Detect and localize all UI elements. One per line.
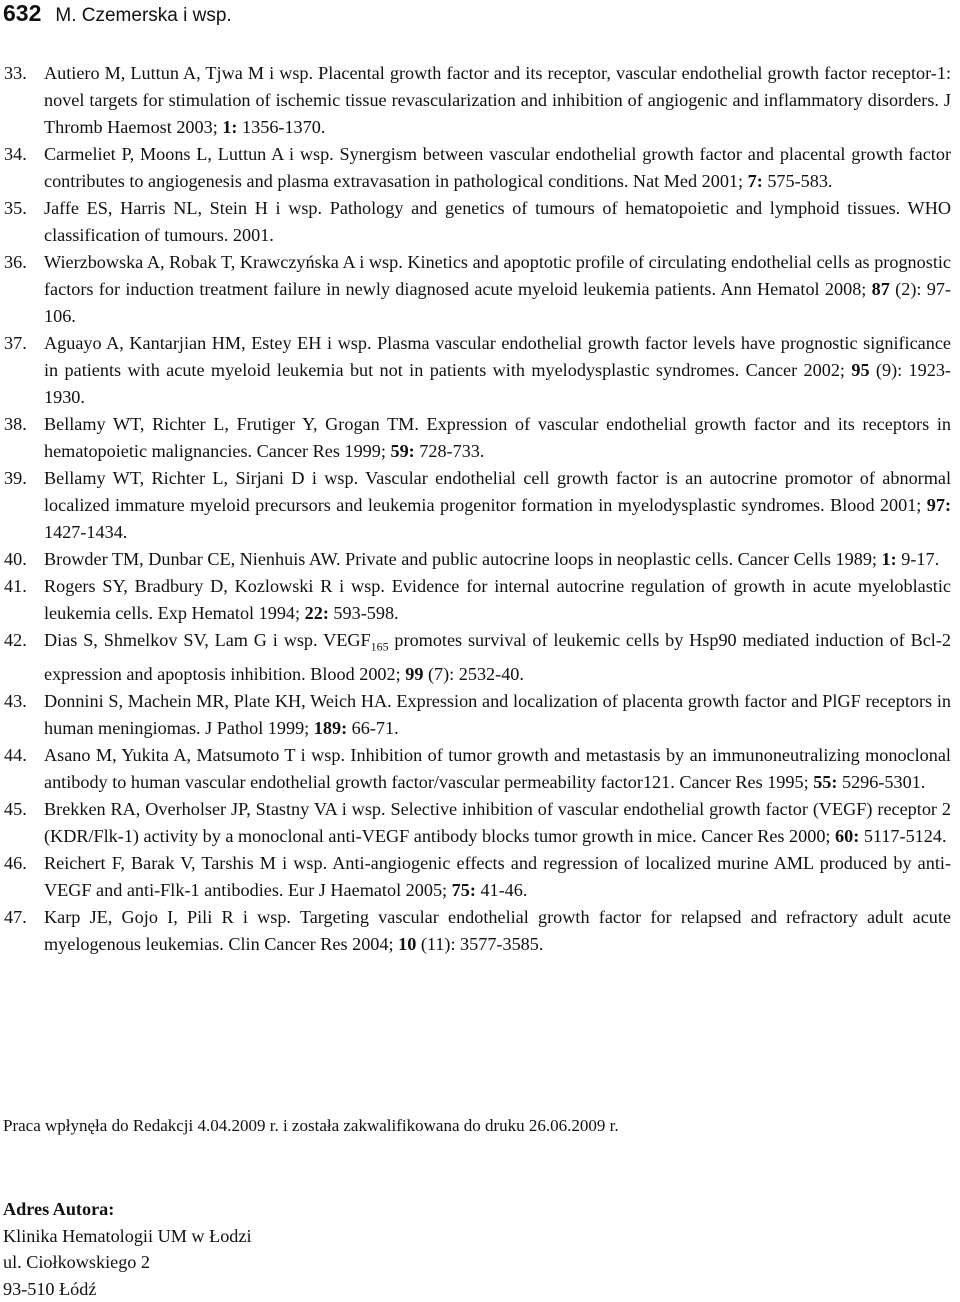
reference-citation: Rogers SY, Bradbury D, Kozlowski R i wsp. Evidence for internal autocrine regulation of growth in acute myeloblastic leukemia cells. Exp Hematol 1994; xyxy=(44,576,951,623)
reference-citation: Aguayo A, Kantarjian HM, Estey EH i wsp. Plasma vascular endothelial growth factor levels have prognostic significance in patients with acute myeloid leukemia but not in patients with myelodysplastic syndromes. Cancer 2002; xyxy=(44,333,951,380)
reference-text xyxy=(44,850,951,904)
reference-number: 47. xyxy=(0,904,44,958)
reference-item xyxy=(0,796,951,850)
reference-pages: (2): 97-106. xyxy=(44,279,951,326)
reference-citation: Bellamy WT, Richter L, Sirjani D i wsp. Vascular endothelial cell growth factor is an autocrine promotor of abnormal localized immature myeloid precursors and leukemia progenitor formation in myelodysplastic syndromes. Blood 2001; xyxy=(44,468,951,515)
reference-number: 42. xyxy=(0,627,44,688)
reference-pages: 66-71. xyxy=(347,718,399,738)
reference-text xyxy=(44,627,951,688)
reference-pages: (11): 3577-3585. xyxy=(416,934,543,954)
reference-volume: 7: xyxy=(748,171,763,191)
reference-text xyxy=(44,465,951,546)
reference-volume: 99 xyxy=(405,664,423,684)
reference-pages: 9-17. xyxy=(897,549,939,569)
reference-citation: Dias S, Shmelkov SV, Lam G i wsp. VEGF xyxy=(44,630,371,650)
reference-volume: 189: xyxy=(314,718,347,738)
address-line: Klinika Hematologii UM w Łodzi xyxy=(3,1223,252,1250)
reference-volume: 97: xyxy=(927,495,951,515)
reference-citation: Donnini S, Machein MR, Plate KH, Weich HA. Expression and localization of placenta growth factor and PlGF receptors in human meningiomas. J Pathol 1999; xyxy=(44,691,951,738)
reference-number: 36. xyxy=(0,249,44,330)
reference-citation: Browder TM, Dunbar CE, Nienhuis AW. Private and public autocrine loops in neoplastic cells. Cancer Cells 1989; xyxy=(44,549,882,569)
reference-number: 43. xyxy=(0,688,44,742)
reference-text xyxy=(44,141,951,195)
reference-pages: 593-598. xyxy=(329,603,399,623)
reference-item xyxy=(0,688,951,742)
subscript: 165 xyxy=(371,640,389,654)
reference-citation: Jaffe ES, Harris NL, Stein H i wsp. Pathology and genetics of tumours of hematopoietic and lymphoid tissues. WHO classification of tumours. 2001. xyxy=(44,198,951,245)
reference-item xyxy=(0,330,951,411)
reference-item xyxy=(0,546,951,573)
address-line: ul. Ciołkowskiego 2 xyxy=(3,1249,252,1276)
reference-text xyxy=(44,330,951,411)
reference-text xyxy=(44,546,951,573)
reference-citation: Carmeliet P, Moons L, Luttun A i wsp. Synergism between vascular endothelial growth factor and placental growth factor contributes to angiogenesis and plasma extravasation in pathological conditions. Nat Med 2001; xyxy=(44,144,951,191)
reference-pages: (7): 2532-40. xyxy=(423,664,524,684)
reference-pages: 5117-5124. xyxy=(859,826,946,846)
reference-number: 41. xyxy=(0,573,44,627)
reference-volume: 1: xyxy=(222,117,237,137)
reference-volume: 10 xyxy=(398,934,416,954)
reference-pages: 575-583. xyxy=(763,171,833,191)
reference-number: 45. xyxy=(0,796,44,850)
reference-text xyxy=(44,60,951,141)
reference-text xyxy=(44,573,951,627)
reference-text xyxy=(44,249,951,330)
running-head: M. Czemerska i wsp. xyxy=(55,5,231,27)
address-line: 93-510 Łódź xyxy=(3,1276,252,1302)
reference-text xyxy=(44,742,951,796)
reference-number: 37. xyxy=(0,330,44,411)
reference-number: 39. xyxy=(0,465,44,546)
reference-citation: Reichert F, Barak V, Tarshis M i wsp. Anti-angiogenic effects and regression of localized murine AML produced by anti-VEGF and anti-Flk-1 antibodies. Eur J Haematol 2005; xyxy=(44,853,951,900)
reference-text xyxy=(44,796,951,850)
author-address xyxy=(3,1196,252,1302)
reference-volume: 22: xyxy=(305,603,329,623)
reference-pages: 1427-1434. xyxy=(44,522,127,542)
reference-number: 44. xyxy=(0,742,44,796)
reference-pages: 728-733. xyxy=(415,441,485,461)
reference-item xyxy=(0,60,951,141)
reference-volume: 95 xyxy=(851,360,869,380)
reference-citation: Asano M, Yukita A, Matsumoto T i wsp. Inhibition of tumor growth and metastasis by an immunoneutralizing monoclonal antibody to human vascular endothelial growth factor/vascular permeability factor121. Cancer Res 1995; xyxy=(44,745,951,792)
reference-item xyxy=(0,904,951,958)
reference-volume: 55: xyxy=(813,772,837,792)
reference-citation: Brekken RA, Overholser JP, Stastny VA i wsp. Selective inhibition of vascular endothelial growth factor (VEGF) receptor 2 (KDR/Flk-1) activity by a monoclonal anti-VEGF antibody blocks tumor growth in mice. Cancer Res 2000; xyxy=(44,799,951,846)
reference-item xyxy=(0,573,951,627)
reference-number: 38. xyxy=(0,411,44,465)
reference-volume: 87 xyxy=(872,279,890,299)
reference-number: 40. xyxy=(0,546,44,573)
submission-note: Praca wpłynęła do Redakcji 4.04.2009 r. i została zakwalifikowana do druku 26.06.2009 r. xyxy=(3,1116,619,1136)
page-number: 632 xyxy=(3,0,41,27)
reference-citation: Bellamy WT, Richter L, Frutiger Y, Grogan TM. Expression of vascular endothelial growth factor and its receptors in hematopoietic malignancies. Cancer Res 1999; xyxy=(44,414,951,461)
reference-number: 33. xyxy=(0,60,44,141)
reference-item xyxy=(0,195,951,249)
reference-item xyxy=(0,627,951,688)
reference-citation: promotes survival of leukemic cells by Hsp90 mediated induction of Bcl-2 expression and apoptosis inhibition. Blood 2002; xyxy=(44,630,951,684)
reference-list xyxy=(0,60,951,958)
reference-pages: 5296-5301. xyxy=(837,772,925,792)
reference-volume: 1: xyxy=(882,549,897,569)
reference-pages: (9): 1923-1930. xyxy=(44,360,951,407)
reference-volume: 59: xyxy=(390,441,414,461)
reference-citation: Wierzbowska A, Robak T, Krawczyńska A i wsp. Kinetics and apoptotic profile of circulating endothelial cells as prognostic factors for induction treatment failure in newly diagnosed acute myeloid leukemia patients. Ann Hematol 2008; xyxy=(44,252,951,299)
reference-item xyxy=(0,141,951,195)
address-title: Adres Autora: xyxy=(3,1196,252,1223)
reference-item xyxy=(0,249,951,330)
reference-number: 46. xyxy=(0,850,44,904)
reference-text xyxy=(44,688,951,742)
reference-item xyxy=(0,411,951,465)
reference-text xyxy=(44,904,951,958)
reference-citation: Karp JE, Gojo I, Pili R i wsp. Targeting vascular endothelial growth factor for relapsed and refractory adult acute myelogenous leukemias. Clin Cancer Res 2004; xyxy=(44,907,951,954)
reference-text xyxy=(44,411,951,465)
page-header xyxy=(3,0,232,26)
reference-number: 34. xyxy=(0,141,44,195)
reference-citation: Autiero M, Luttun A, Tjwa M i wsp. Placental growth factor and its receptor, vascular endothelial growth factor receptor-1: novel targets for stimulation of ischemic tissue revascularization and inhibition of angiogenic and inflammatory disorders. J Thromb Haemost 2003; xyxy=(44,63,951,137)
reference-number: 35. xyxy=(0,195,44,249)
reference-volume: 60: xyxy=(835,826,859,846)
reference-item xyxy=(0,742,951,796)
reference-text xyxy=(44,195,951,249)
reference-volume: 75: xyxy=(452,880,476,900)
reference-pages: 41-46. xyxy=(476,880,528,900)
reference-item xyxy=(0,850,951,904)
reference-item xyxy=(0,465,951,546)
reference-pages: 1356-1370. xyxy=(237,117,325,137)
